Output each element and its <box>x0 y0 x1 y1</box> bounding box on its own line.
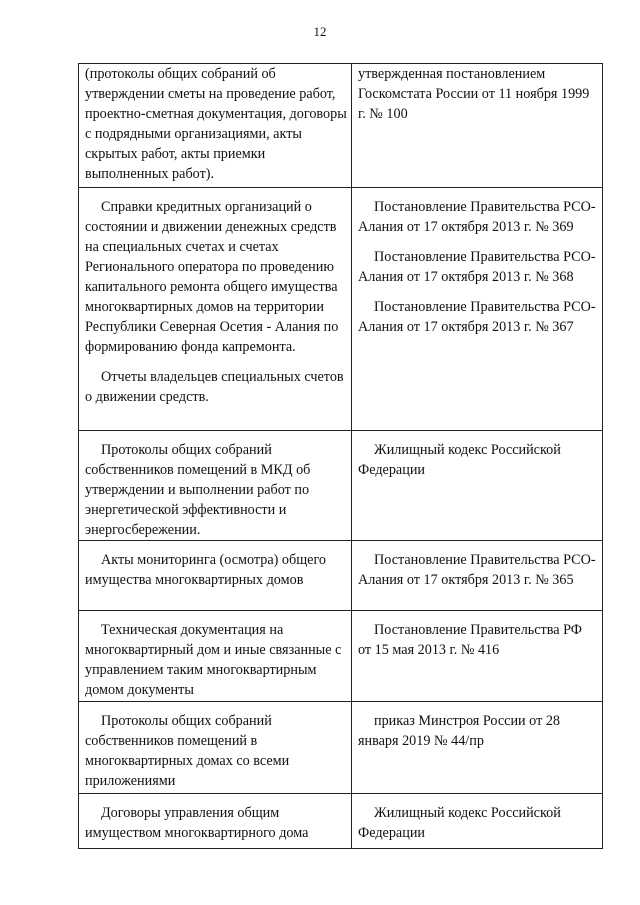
table-row <box>79 611 603 702</box>
cell-text: Акты мониторинга (осмотра) общего имущества многоквартирных домов <box>85 552 327 588</box>
table-cell-document <box>79 541 352 611</box>
table-cell-document <box>79 431 352 541</box>
table-row <box>79 702 603 794</box>
table-cell-basis <box>352 794 603 849</box>
page-number: 12 <box>313 24 327 39</box>
cell-text: приказ Минстроя России от 28 января 2019 № 44/пр <box>358 713 561 749</box>
table-cell-basis <box>352 188 603 431</box>
table-cell-document <box>79 702 352 794</box>
cell-text: Техническая документация на многоквартирный дом и иные связанные с управлением таким многоквартирным домом документы <box>85 622 342 698</box>
cell-text: Протоколы общих собраний собственников помещений в МКД об утверждении и выполнении работ по энергетической эффективности и энергосбережении. <box>85 442 311 538</box>
cell-text: (протоколы общих собраний об утверждении сметы на проведение работ, проектно-сметная документация, договоры с подрядными организациями, акты скрытых работ, акты приемки выполненных работ). <box>85 66 347 182</box>
cell-text: Постановление Правительства РСО-Алания от 17 октября 2013 г. № 369 <box>358 199 596 235</box>
table-row <box>79 188 603 431</box>
table-cell-document <box>79 64 352 188</box>
table-row <box>79 794 603 849</box>
table-cell-basis <box>352 702 603 794</box>
cell-text: Постановление Правительства РСО-Алания от 17 октября 2013 г. № 368 <box>358 249 596 285</box>
table-cell-basis <box>352 431 603 541</box>
table-cell-document <box>79 611 352 702</box>
table-cell-document <box>79 794 352 849</box>
table-cell-basis <box>352 541 603 611</box>
cell-text: Протоколы общих собраний собственников помещений в многоквартирных домах со всеми приложениями <box>85 713 290 789</box>
cell-text: утвержденная постановлением Госкомстата России от 11 ноября 1999 г. № 100 <box>358 66 590 122</box>
cell-text: Договоры управления общим имуществом многоквартирного дома <box>85 805 309 841</box>
document-table <box>78 63 603 849</box>
cell-text: Постановление Правительства РСО-Алания от 17 октября 2013 г. № 367 <box>358 299 596 335</box>
cell-text: Справки кредитных организаций о состоянии и движении денежных средств на специальных счетах и счетах Регионального оператора по проведению капитального ремонта общего имущества многоквартирных домов на территории Республики Северная Осетия - Алания по формированию фонда капремонта. <box>85 199 339 355</box>
cell-text: Постановление Правительства РСО-Алания от 17 октября 2013 г. № 365 <box>358 552 596 588</box>
table-row <box>79 541 603 611</box>
cell-text: Жилищный кодекс Российской Федерации <box>358 805 561 841</box>
table-row <box>79 431 603 541</box>
cell-text: Отчеты владельцев специальных счетов о движении средств. <box>85 369 344 405</box>
cell-text: Жилищный кодекс Российской Федерации <box>358 442 561 478</box>
table-cell-basis <box>352 64 603 188</box>
cell-text: Постановление Правительства РФ от 15 мая 2013 г. № 416 <box>358 622 582 658</box>
table-cell-basis <box>352 611 603 702</box>
table-cell-document <box>79 188 352 431</box>
table-row <box>79 64 603 188</box>
